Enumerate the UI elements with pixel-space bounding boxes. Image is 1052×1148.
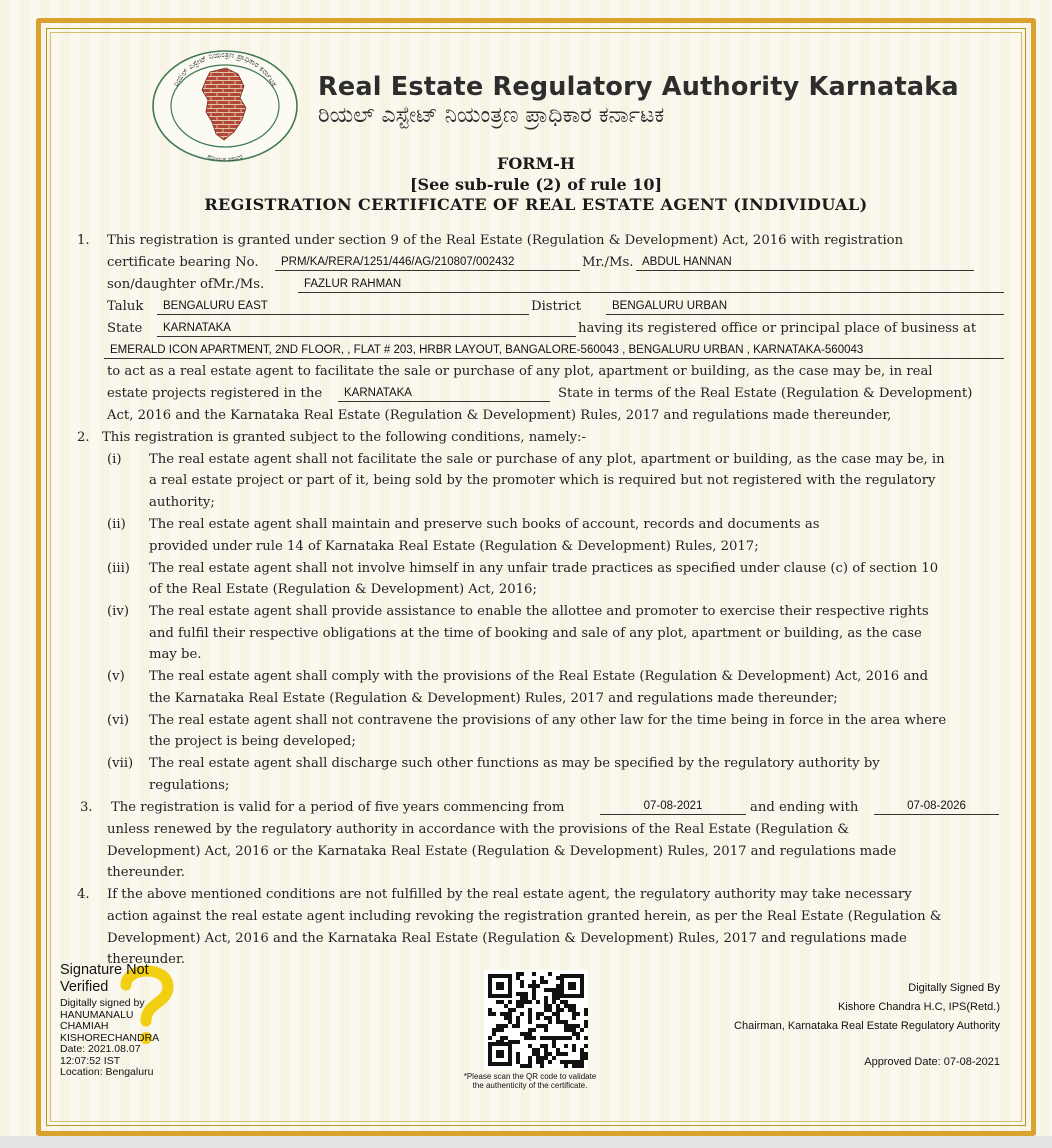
condition-line: and fulfil their respective obligations at the time of booking and sale of any plot, apartment or building, as the case [149,626,922,641]
signature-detail-line: CHAMIAH [60,1020,109,1032]
projects-state-text: State in terms of the Real Estate (Regulation & Development) [558,386,973,401]
taluk-field: BENGALURU EAST [157,298,529,315]
certificate-number-field: PRM/KA/RERA/1251/446/AG/210807/002432 [275,254,580,271]
section-1-act-line-1: to act as a real estate agent to facilitate the sale or purchase of any plot, apartment or building, as the case may be, in real [107,364,933,379]
signature-detail-line: Digitally signed by [60,997,145,1009]
section-4-line-4: thereunder. [107,952,185,967]
signature-detail-line: KISHORECHANDRA [60,1031,160,1044]
condition-line: The real estate agent shall provide assistance to enable the allottee and promoter to exercise their respective rights [149,604,929,619]
state-field: KARNATAKA [157,320,576,337]
section-2-number: 2. [77,430,90,445]
son-daughter-label: son/daughter ofMr./Ms. [107,277,265,292]
section-4-number: 4. [77,887,90,902]
condition-number: (v) [107,669,125,684]
condition-line: authority; [149,495,215,510]
qr-caption-line-1: *Please scan the QR code to validate [463,1072,597,1081]
signature-detail-line: 12:07:52 IST [60,1054,121,1067]
condition-line: The real estate agent shall maintain and preserve such books of account, records and documents as [149,517,820,532]
rera-seal-logo [148,48,302,164]
validity-text: The registration is valid for a period of five years commencing from [111,800,565,815]
condition-line: provided under rule 14 of Karnataka Real Estate (Regulation & Development) Rules, 2017; [149,539,759,554]
condition-line: the Karnataka Real Estate (Regulation & Development) Rules, 2017 and regulations made thereunder; [149,691,838,706]
section-1-act-line-2: Act, 2016 and the Karnataka Real Estate (Regulation & Development) Rules, 2017 and regulations made thereunder, [107,408,892,423]
agent-name-field: ABDUL HANNAN [636,254,974,271]
section-2-intro: This registration is granted subject to the following conditions, namely:- [102,430,586,445]
signature-status: Signature Not Verified [60,962,149,995]
seal-text-top: ರಿಯಲ್ ಎಸ್ಟೇಟ್ ನಿಯಂತ್ರಣ ಪ್ರಾಧಿಕಾರ ಕರ್ನಾಟಕ [171,49,279,88]
condition-number: (i) [107,452,122,467]
office-text: having its registered office or principal place of business at [578,321,977,336]
father-name-field: FAZLUR RAHMAN [298,276,1004,293]
condition-line: may be. [149,647,202,662]
taluk-label: Taluk [107,299,144,314]
org-name-kannada: ರಿಯಲ್ ಎಸ್ಟೇಟ್ ನಿಯಂತ್ರಣ ಪ್ರಾಧಿಕಾರ ಕರ್ನಾಟಕ [318,103,665,128]
condition-line: The real estate agent shall not facilitate the sale or purchase of any plot, apartment or building, as the case may be, in [149,452,945,467]
verification-qr-code[interactable] [484,970,588,1070]
qr-caption-line-2: the authenticity of the certificate. [472,1081,588,1090]
projects-registered-label: estate projects registered in the [107,386,323,401]
certificate-heading: REGISTRATION CERTIFICATE OF REAL ESTATE AGENT (INDIVIDUAL) [204,195,868,214]
condition-line: The real estate agent shall comply with the provisions of the Real Estate (Regulation & Development) Act, 2016 and [149,669,929,684]
mr-ms-label: Mr./Ms. [582,255,634,270]
district-field: BENGALURU URBAN [606,298,1004,315]
digitally-signed-by: Digitally Signed By [908,982,1000,994]
section-4-line-1: If the above mentioned conditions are not fulfilled by the real estate agent, the regulatory authority may take necessary [107,887,912,902]
signature-detail-line: Date: 2021.08.07 [60,1043,141,1055]
validity-start-date: 07-08-2021 [600,798,746,815]
section-4-line-2: action against the real estate agent including revoking the registration granted herein, as per the Real Estate (Regulation & [107,909,942,924]
office-address-field: EMERALD ICON APARTMENT, 2ND FLOOR, , FLAT # 203, HRBR LAYOUT, BANGALORE-560043 , BENGALURU URBAN , KARNATAKA-560043 [104,342,1004,359]
condition-number: (vii) [107,756,134,771]
form-subtitle: [See sub-rule (2) of rule 10] [409,175,663,194]
form-title: FORM-H [496,154,576,173]
section-3-line-3: Development) Act, 2016 or the Karnataka Real Estate (Regulation & Development) Rules, 2017 and regulations made [107,844,897,859]
signature-location: Location: Bengaluru [60,1066,154,1078]
approved-date: Approved Date: 07-08-2021 [864,1056,1000,1068]
section-3-line-4: thereunder. [107,865,185,880]
section-1-line-1: This registration is granted under section 9 of the Real Estate (Regulation & Development) Act, 2016 with registration [107,233,904,248]
section-4-line-3: Development) Act, 2016 and the Karnataka Real Estate (Regulation & Development) Rules, 2017 and regulations made [107,931,907,946]
section-1-number: 1. [77,233,90,248]
page-bottom-margin [0,1136,1052,1148]
condition-number: (iv) [107,604,129,619]
signatory-name: Kishore Chandra H.C, IPS(Retd.) [837,1001,1000,1013]
org-name-english: Real Estate Regulatory Authority Karnataka [318,72,959,102]
section-3-number: 3. [80,800,93,815]
seal-text-bottom: ಕರ್ನಾಟಕ ಸರ್ಕಾರ [206,152,244,164]
certificate-no-label: certificate bearing No. [107,255,259,270]
condition-line: The real estate agent shall not contravene the provisions of any other law for the time being in force in the area where [149,713,947,728]
condition-line: of the Real Estate (Regulation & Development) Act, 2016; [149,582,537,597]
signature-detail-line: HANUMANALU [60,1008,134,1021]
condition-line: a real estate project or part of it, being sold by the promoter which is required but not registered with the regulatory [149,473,936,488]
state-label: State [107,321,143,336]
condition-line: The real estate agent shall discharge such other functions as may be specified by the regulatory authority by [149,756,880,771]
condition-number: (iii) [107,561,130,576]
signatory-designation: Chairman, Karnataka Real Estate Regulatory Authority [734,1020,1000,1032]
qr-caption [440,1072,620,1090]
district-label: District [531,299,582,314]
condition-number: (vi) [107,713,129,728]
condition-line: The real estate agent shall not involve himself in any unfair trade practices as specified under clause (c) of section 10 [149,561,939,576]
condition-line: the project is being developed; [149,734,356,749]
signature-details [60,998,180,1067]
condition-line: regulations; [149,778,230,793]
section-3-line-2: unless renewed by the regulatory authority in accordance with the provisions of the Real Estate (Regulation & [107,822,850,837]
condition-number: (ii) [107,517,126,532]
projects-state-field: KARNATAKA [338,385,550,402]
ending-with-label: and ending with [750,800,859,815]
digital-signature-block [58,960,198,1080]
validity-end-date: 07-08-2026 [874,798,999,815]
